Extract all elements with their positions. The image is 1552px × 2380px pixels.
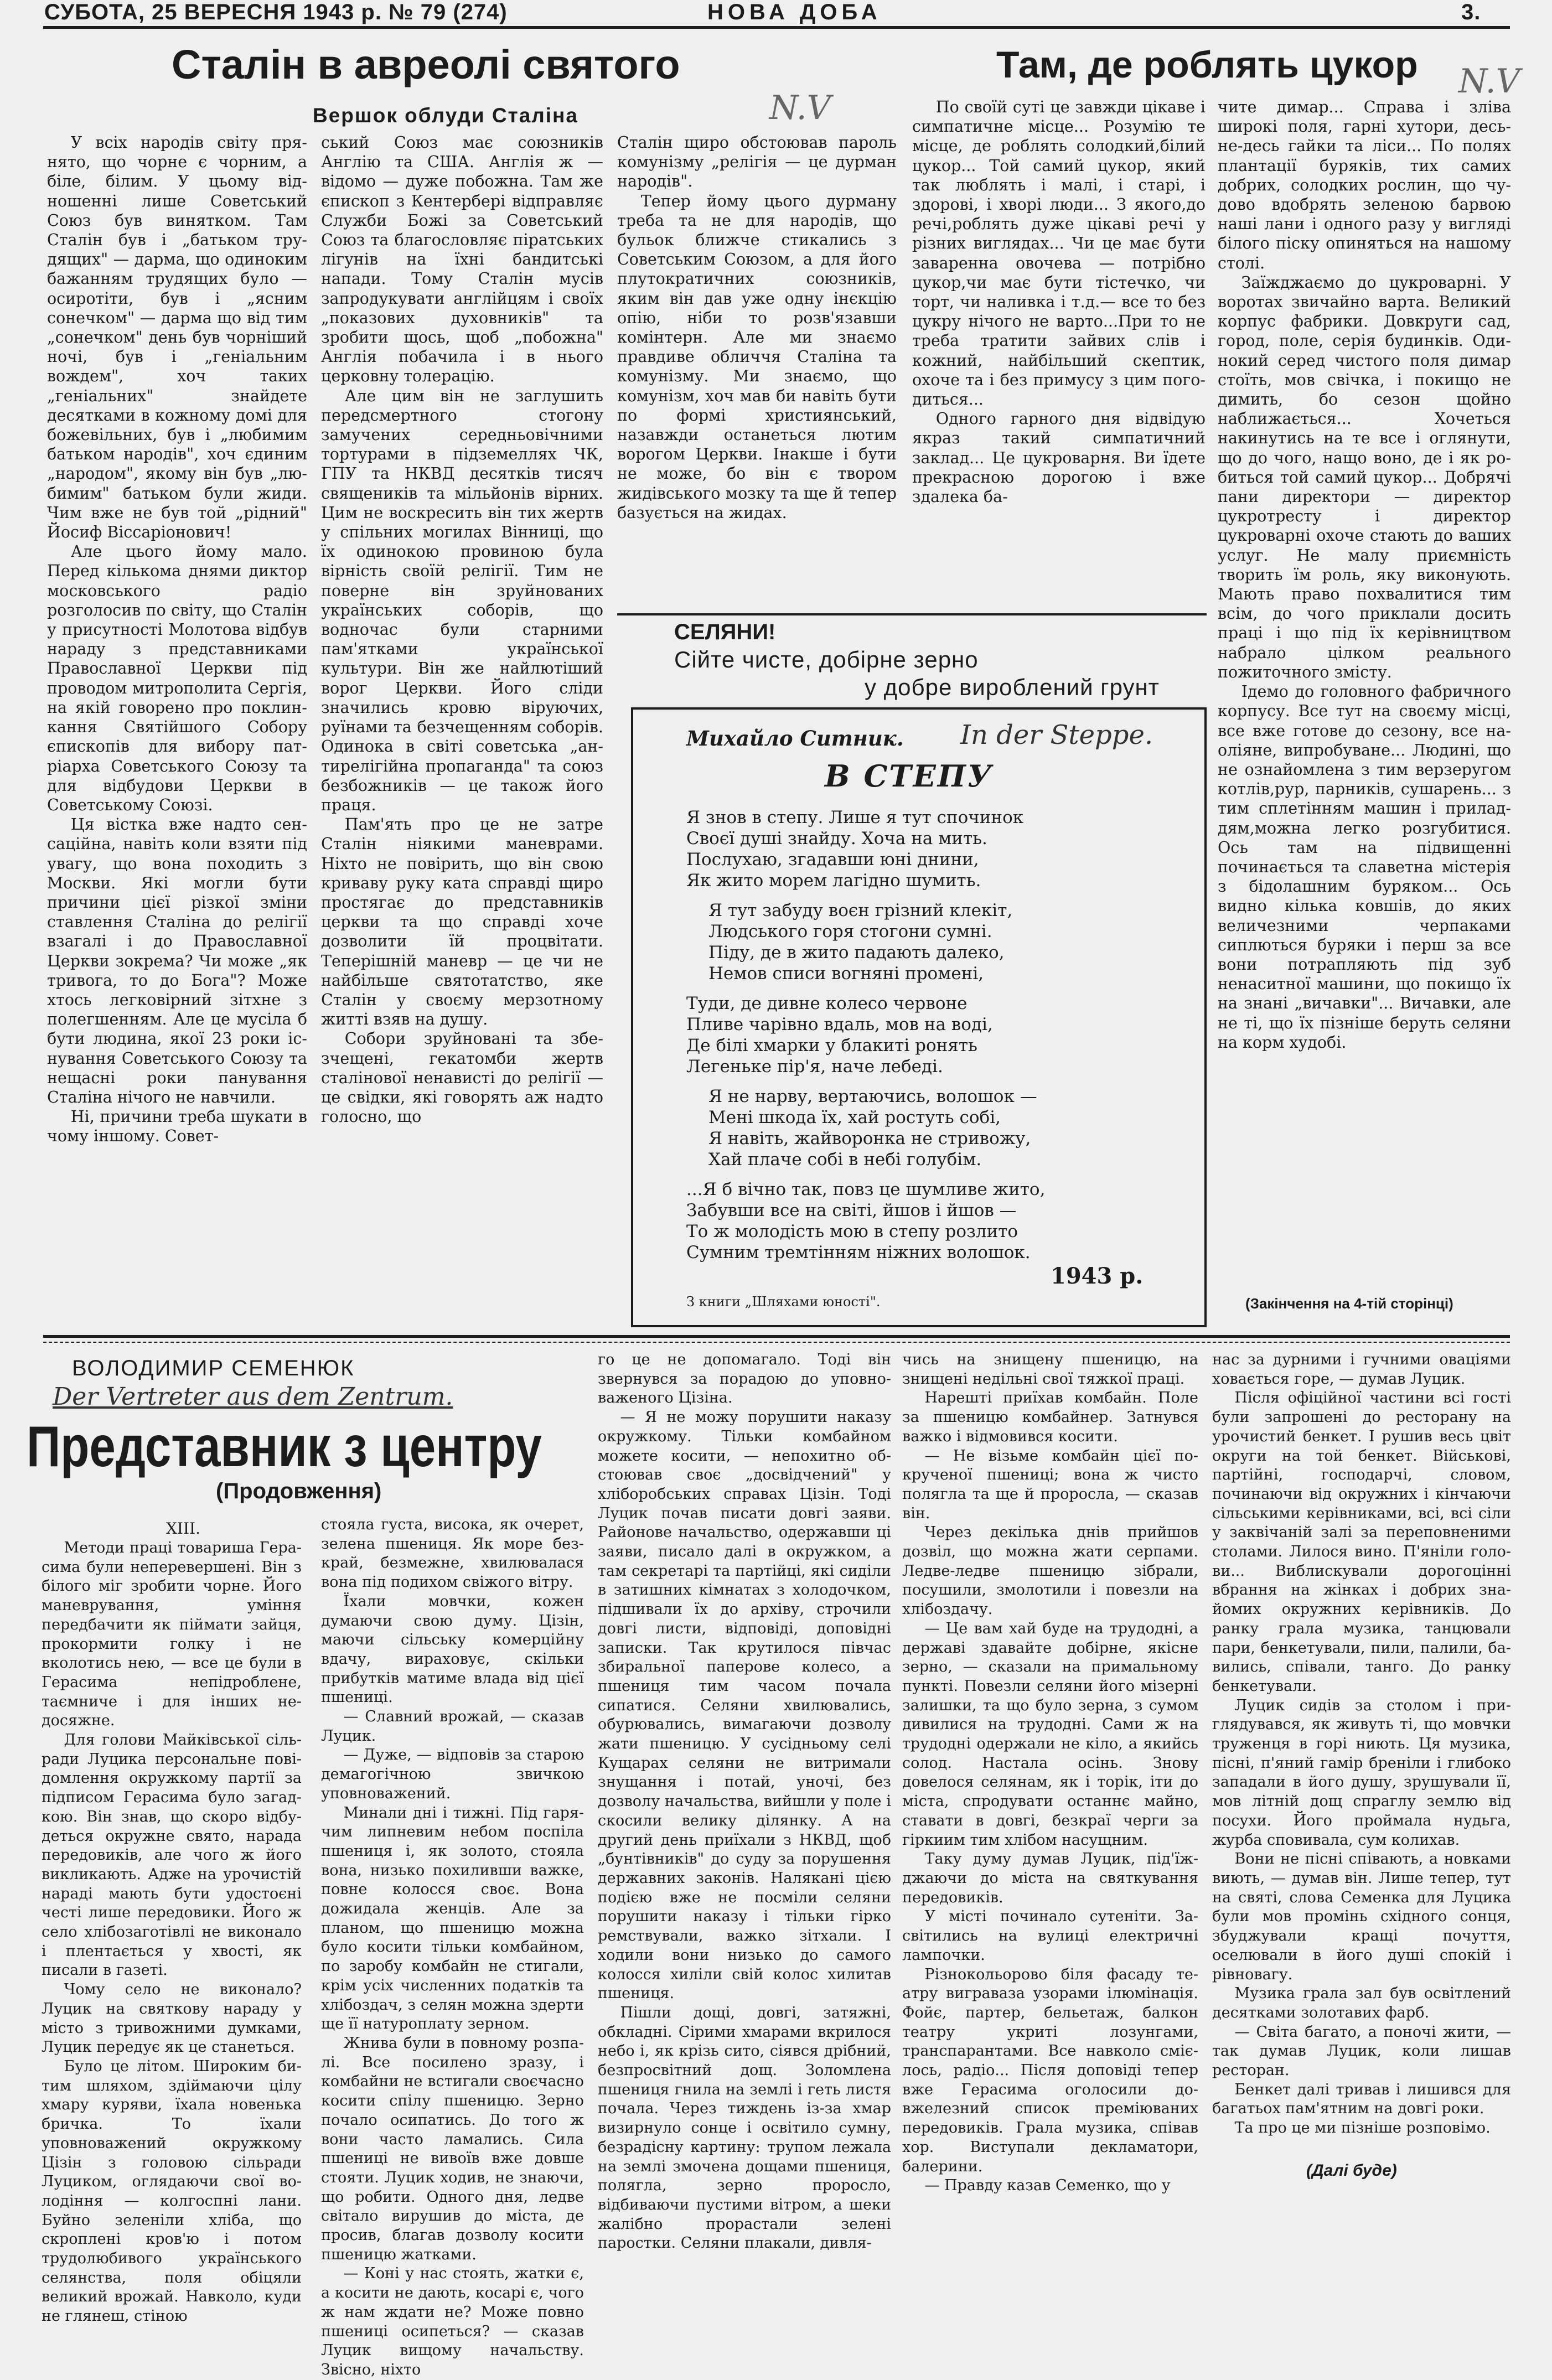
poem-line: Я не нарву, вертаючись, волошок — [708, 1086, 1037, 1106]
poem-stanza [686, 900, 1184, 984]
paragraph: Після офіційної частини всі гості були запрошені до ресторану на урочистий бенкет. І рушив весь цвіт округи на той бенкет. Військові, партійні, господарчі, словом, починаючи від окружних і кінчаючи сільськими керівниками, всі, всі сіли у заквічаній залі за переповненими столами. Лилося вино. П'яніли голови... Виблискували дорогоцінні вбрання на жінках і добрих знайомих окружних керівників. До ранку грала музика, танцювали пари, бенкетували, пили, палили, бавились, співали, танго. До ранку бенкетували. [1212, 1389, 1511, 1695]
sugar-continuation-note: (Закінчення на 4-тій сторінці) [1245, 1295, 1453, 1312]
poem-line: То ж молодість мою в степу розлито [686, 1222, 1018, 1241]
poem-line: Послухаю, згадавши юні днини, [686, 850, 979, 870]
poem-stanza [686, 993, 1184, 1077]
paragraph: — Дуже, — відповів за старою демагогічною звичкою уповноважений. [321, 1746, 584, 1802]
paragraph: Заїжджаємо до цукроварні. У воротах звичайно варта. Великий корпус фабрики. Довкруги сад, город, поле, серія будинків. Одинокий серед чистого поля димар стоїть, мов свічка, і покищо не димить, бо сезон щойно наближається... Хочеться накинутись на те все і оглянути, що до чого, нащо воно, де і як робиться той самий цукор... Добрячі пани директори — директор цукротресту і директор цукроварні охоче стають до ваших услуг. Не малу приємність творить їм роль, яку виконують. Мають право похвалитися тим всім, до чого приклали досить праці і що під їх керівництвом набрало цілком реального пожиточного змісту. [1218, 273, 1511, 681]
paragraph: — Це вам хай буде на трудодні, а державі здавайте добірне, якісне зерно, — сказали на примальному пункті. Повезли селяни його мізерні залишки, та що було зерна, з сумом дивилися на трудодні. Сами ж на трудодні одержали не кіло, а якийсь солод. Настала осінь. Знову довелося селянам, як і торік, іти до міста, спродувати останнє майно, ставати в довгі, безкраї черги за гіркиим тим хлібом насущним. [902, 1620, 1198, 1849]
paragraph: Пам'ять про це не затре Сталін ніякими маневрами. Ніхто не повірить, що він свою криваву руку ката справді щиро простягає до представників церкви та що справді хоче дозволити їй процвітати. Теперішній маневр — це чи не найбільше святотатство, яке Сталін у своєму мерзотному житті взяв на душу. [321, 815, 603, 1029]
poem-handwritten-note: In der Steppe. [960, 720, 1153, 751]
page-number: 3. [1461, 0, 1481, 24]
story-column-1 [42, 1539, 302, 2325]
poem-line: ...Я б вічно так, повз це шумливе жито, [686, 1179, 1046, 1199]
poem-stanza [686, 807, 1184, 891]
paragraph: Та про це ми пізніше розповімо. [1234, 2119, 1491, 2137]
poem-stanza [686, 1179, 1184, 1263]
paragraph: Різнокольорово біля фасаду театру виграваза узорами ілюмінація. Фойє, партер, бельетаж, балкон театру укриті лозунгами, транспарантами. Все навколо смієлось, радіо... Після доповіді тепер вже Герасима оголосили довжелезний список преміюваних передовиків. Грала музика, співав хор. Виступали декламатори, балерини. [902, 1965, 1198, 2175]
paragraph: — Світа багато, а поночі жити, — так думав Луцик, коли лишав ресторан. [1212, 2023, 1511, 2079]
appeal-line-1: Сійте чисте, добірне зерно [674, 646, 979, 672]
poem-line: Людського горя стогони сумні. [708, 922, 992, 941]
story-author: ВОЛОДИМИР СЕМЕНЮК [72, 1356, 355, 1380]
paragraph: Їхали мовчки, кожен думаючи свою думу. Цізін, маючи сільську комерційну вдачу, вираховує, скільки прибутків матиме влада від цієї пшениці. [321, 1592, 584, 1706]
paragraph: Таку думу думав Луцик, під'їжджаючи до міста на святкування передовиків. [902, 1850, 1198, 1906]
stalin-column-1 [47, 133, 307, 1295]
poem-line: Туди, де дивне колесо червоне [686, 994, 968, 1013]
paragraph: Ця вістка вже надто сенсаційна, навіть коли взяти під увагу, що вона походить з Москви. Які могли бути причини цієї різкої зміни ставлення Сталіна до релігії взагалі і до Православної Церкви зокрема? Чи може „як тривога, то до Бога"? Може хтось легковірний зітхне з полегшенням. Але це мусіла б бути людина, якої 23 роки існування Советського Союзу та нещасні роки панування Сталіна нічого не навчили. [47, 815, 307, 1106]
story-column-4 [902, 1351, 1198, 2197]
paragraph: Ідемо до головного фабричного корпусу. Все тут на своєму місці, все вже готове до сезону, все наоліяне, випробуване... Людині, що не ознайомлена з тим верзеругом котлів,рур, парників, сушарень... з тим сплетінням машин і приладдям,можна легко розгубитися. Ось там на підвищенні починається та славетна містерія з бідолашним буряком... Ось видно кілька ковшів, до яких величезними черпаками сиплються буряки і перш за все вони потрапляють під зуб ненаситної машини, що покищо їх на знані „вичавки"... Вичавки, але не ті, що їх пізніше беруть селяни на корм худобі. [1218, 682, 1511, 1052]
story-subtitle: (Продовження) [216, 1479, 382, 1503]
paragraph: го це не допомагало. Тоді він звернувся за порадою до уповноваженого Цізіна. [598, 1351, 891, 1407]
poem-line: Хай плаче собі в небі голубім. [708, 1150, 982, 1170]
appeal-title: СЕЛЯНИ! [674, 620, 776, 644]
poem-stanza [686, 1086, 1184, 1170]
stalin-handwritten-mark: N.V [769, 89, 831, 127]
issue-date: СУБОТА, 25 ВЕРЕСНЯ 1943 р. № 79 (274) [44, 0, 508, 24]
paragraph: нас за дурними і гучними оваціями ховається горе, — думав Луцик. [1212, 1351, 1511, 1388]
poem-year: 1943 р. [1051, 1263, 1144, 1289]
paragraph: У місті починало сутеніти. Засвітились на вулиці електричні лампочки. [902, 1908, 1198, 1964]
poem-line: Мені шкода їх, хай ростуть собі, [708, 1108, 1001, 1127]
paragraph: Одного гарного дня відвідую якраз такий симпатичний заклад... Це цукроварня. Ви їдете прекрасною дорогою і вже здалека ба- [912, 410, 1206, 506]
sugar-article-title: Там, де роблять цукор [996, 44, 1418, 86]
section-divider [43, 1335, 1510, 1343]
paragraph: — Славний врожай, — сказав Луцик. [321, 1708, 584, 1745]
paragraph: — Не візьме комбайн цієї покрученої пшениці; вона ж чисто полягла та ще й проросла, — сказав він. [902, 1447, 1198, 1522]
poem-line: Я навіть, жайворонка не стривожу, [708, 1129, 1031, 1148]
poem-line: Де білі хмарки у блакиті ронять [686, 1036, 977, 1056]
paragraph: Було це літом. Широким битим шляхом, здіймаючи цілу хмару куряви, їхала новенька бричка. То їхали уповноважений окружкому Цізін з головою сільради Луциком, оглядаючи свої володіння — колгоспні лани. Буйно зеленіли хліба, що скроплені кров'ю і потом трудолюбивого українського селянства, поля обіцяли великий врожай. Навколо, куди не глянеш, стіною [42, 2057, 302, 2325]
poem-title: В СТЕПУ [825, 758, 994, 794]
poem-line: Як жито морем лагідно шумить. [686, 871, 981, 891]
paragraph: Тепер йому цього дурману треба та не для народів, що бульок ближче стикались з Советським Союзом, а для його плутократичних союзників, яким він дав уже одну інєкцію опію, ніби то розв'язавши комінтерн. Але ми знаємо правдиве обличчя Сталіна та комунізму. Ми знаємо, що комунізм, хоч мав би навіть бути по формі християнський, назавжди останеться лютим ворогом Церкви. Інакше і бути не може, бо він є твором жидівського мозку та ще й тепер базується на жидах. [617, 192, 897, 522]
paragraph: Але цим він не заглушить передсмертного стогону замучених середньовічними тортурами в підземеллях ЧК, ГПУ та НКВД десятків тисяч священиків та мільйонів вірних. Цим не воскресить він тих жертв у спільних могилах Вінниці, що їх одинокою провиною була вірність своїй релігії. Тим не поверне він зруйнованих українських соборів, що водночас були старними пам'ятками української культури. Він же найлютіший ворог Церкви. Його сліди значились кровю віруючих, руїнами та безчещенням соборів. Одинока в світі советська „антирелігійна пропаганда" та союз безбожників — це також його праця. [321, 386, 603, 814]
paragraph: стояла густа, висока, як очерет, зелена пшениця. Як море безкрай, безмежне, хвилювалася вона під подихом свіжого вітру. [321, 1516, 584, 1591]
poem-line: Своєї душі знайду. Хоча на мить. [686, 829, 987, 848]
story-column-2 [321, 1515, 584, 2378]
poem-line: Я тут забуду воєн грізний клекіт, [708, 901, 1013, 920]
header-rule [43, 26, 1510, 29]
appeal-rule [617, 613, 1207, 615]
paragraph: — Я не можу порушити наказу окружкому. Тільки комбайном можете косити, — непохитно обстоював своє „досвідчений" у хліборобських справах Цізін. Тоді Луцик почав писати довгі заяви. Районове начальство, одержавши ці заяви, писало далі в окружком, а там секретарі та партійці, які сиділи в затишних кімнатах з холодочком, підшивали їх до архіву, строчили довгі листи, відповіді, доповідні записки. Так крутилося півчас збиральної паперове колесо, а пшениця тим часом почала сипатися. Селяни хвилювались, обурювались, вимагаючи дозволу жати пшеницю. У сусідньому селі Кущарах селяни не витримали знущання і потай, уночі, без дозволу начальства, вийшли у поле і скосили велику ділянку. А на другий день приїхали з НКВД, щоб „бунтівників" до суду за порушення державних законів. Налякані цією подією вже не посміли селяни порушити наказу і тільки гірко ремствували, важко зітхали. І ходили вони низько до самого колосся хиліли свій колос хилитав пшениця. [598, 1409, 891, 2003]
paragraph: — Правду казав Семенко, що у [924, 2177, 1171, 2195]
paragraph: Сталін щиро обстоював пароль комунізму „релігія — це дурман народів". [617, 133, 897, 191]
poem-line: Пливе чарівно вдаль, мов на воді, [686, 1015, 993, 1034]
paragraph: Методи праці товариша Герасима були неперевершені. Він з білого міг зробити чорне. Його маневрування, уміння передбачити як піймати зайця, прокормити голку і не вколотись нею, — все це були в Герасима непідроблене, таємниче і для інших недосяжне. [42, 1539, 302, 1730]
story-handwritten-note: Der Vertreter aus dem Zentrum. [53, 1383, 453, 1411]
story-column-3 [598, 1351, 891, 2252]
appeal-line-2: у добре вироблений грунт [865, 674, 1160, 700]
sugar-column-2 [1218, 97, 1511, 1293]
paragraph: Бенкет далі тривав і лишився для багатьох пам'ятним на довгі роки. [1212, 2081, 1511, 2118]
paragraph: Для голови Майківської сільради Луцика персональне повідомлення окружкому партії за підписом Герасима було загадкою. Він знав, що скоро відбудеться окружне свято, нарада передовиків, але чого ж його викликають. Адже на урочистій нараді мають бути удостоєні честі лише передовики. Його ж село хлібозаготівлі не виконало і плентається у хвості, як писали в газеті. [42, 1731, 302, 1979]
paragraph: Пішли дощі, довгі, затяжні, обкладні. Сірими хмарами вкрилося небо і, як крізь сито, сіявся дрібний, безпросвітний дощ. Золомлена пшениця гнила на землі і геть листя почала. Через тиждень із-за хмар визирнуло сонце і освітило сумну, безрадісну картину: трупом лежала на землі змочена дощами пшениця, полягла, зерно проросло, відбиваючи пустими вітром, а шеки жалібно прорастали зелені паростки. Селяни плакали, дивля- [598, 2004, 891, 2252]
story-chapter: XIII. [166, 1519, 201, 1538]
stalin-column-2 [321, 133, 603, 1295]
paragraph: По своїй суті це завжди цікаве і симпатичне місце... Розумію те місце, де роблять солодкий,білий цукор... Той самий цукор, який так люблять і малі, і старі, і здорові, і хворі люди... З якого,до речі,роблять дуже цікаві речі у різних виглядах... Чи це має бути заваренна овочева — потрібно цукор,чи має бути тістечко, чи торт, чи наливка і т.д.— все то без цукру нічого не варто...При то не треба тратити зайвих слів і кожний, найбільший скептик, охоче та і без примусу з цим погодиться... [912, 98, 1206, 409]
paragraph: Луцик сидів за столом і приглядувався, як живуть ті, що мовчки труженця в горі ниють. Ця музика, пісні, п'яний гамір бреніли і глибоко западали в його душу, зрушували її, мов літній дощ спраглу землю від посухи. Його проймала нудьга, журба сповивала, сум колихав. [1212, 1696, 1511, 1849]
stalin-article-subtitle: Вершок облуди Сталіна [313, 104, 578, 127]
poem-line: Піду, де в жито падають далеко, [708, 943, 1005, 963]
paragraph: Через декілька днів прийшов дозвіл, що можна жати серпами. Ледве-ледве пшеницю зібрали, посушили, змолотили і повезли на хлібоздачу. [902, 1524, 1198, 1618]
poem-line: Легеньке пір'я, наче лебеді. [686, 1057, 943, 1077]
paragraph: чись на знищену пшеницю, на знищені недільні свої тяжкої праці. [902, 1351, 1198, 1388]
poem-line: Забувши все на світі, йшов і йшов — [686, 1201, 1017, 1220]
paragraph: ський Союз має союзників Англію та США. Англія ж — відомо — дуже побожна. Там же єпископ з Кентербері відправляє Служби Божі за Советський Союз та благословляє піратських лігунів на їхні бандитські напади. Тому Сталін мусів запродукувати англійцям і своїх „показових духовників" та зробити щось, щоб „побожна" Англія побачила і в нього церковну толерацію. [321, 133, 603, 386]
paragraph: — Коні у нас стоять, жатки є, а косити не дають, косарі є, чого ж нам ждати не? Може повно пшениці осипеться? — сказав Луцик вищому начальству. Звісно, ніхто [321, 2265, 584, 2378]
paragraph: Ні, причини треба шукати в чому іншому. Совет- [47, 1108, 307, 1146]
poem-text [686, 807, 1184, 1272]
story-column-5 [1212, 1351, 1511, 2159]
poem-line: Я знов в степу. Лише я тут спочинок [686, 808, 1024, 827]
stalin-article-title: Сталін в авреолі святого [172, 42, 680, 87]
paragraph: У всіх народів світу прянято, що чорне є чорним, а біле, білим. У цьому відношенні лише Советський Союз був винятком. Там Сталін був і „батьком трудящих" — дарма, що одиноким бажанням трудящих було — осиротіти, був і „ясним сонечком" — дарма що від тим „сонечком" день був чорніший ночі, був і „геніальним вождем", хоч таких „геніальних" знайдете десятками в кожному домі для божевільних, був і „любимим батьком народів", хоч єдиним „народом", якому він був „любимим" батьком були жиди. Чим вже не був той „рідний" Йосиф Віссаріонович! [47, 133, 307, 542]
poem-author: Михайло Ситник. [686, 726, 904, 751]
poem-line: Сумним тремтінням ніжних волошок. [686, 1243, 1031, 1263]
paragraph: Нарешті приїхав комбайн. Поле за пшеницю комбайнер. Затнувся важко і відмовився косити. [902, 1389, 1198, 1445]
poem-source: З книги „Шляхами юності". [686, 1294, 881, 1310]
newspaper-name: НОВА ДОБА [707, 0, 882, 24]
paragraph: чите димар... Справа і зліва широкі поля, гарні хутори, десь-не-десь гайки та ліси... По полях плантації буряків, тих самих добрих, солодких рослин, що чудово вдобрять зеленою барвою наші лани і одного разу у вигляді білого піску опиняться на нашому столі. [1218, 98, 1511, 272]
paragraph: Вони не пісні співають, а новками виють, — думав він. Лише тепер, тут на святі, слова Семенка для Луцика були мов промінь східного сонця, збуджували кращі почуття, оселювали в його душі спокій і рівновагу. [1212, 1850, 1511, 1983]
stalin-column-3 [617, 133, 897, 614]
paragraph: Музика грала зал був освітлений десятками золотавих фарб. [1212, 1985, 1511, 2021]
paragraph: Собори зруйновані та збезчещені, гекатомби жертв сталінової ненависті до релігії — це свідки, які говорять аж надто голосно, що [321, 1029, 603, 1126]
sugar-handwritten-mark: N.V [1458, 62, 1520, 101]
paragraph: Але цього йому мало. Перед кількома днями диктор московського радіо розголосив по світу, що Сталін у присутності Молотова відбув нараду з представниками Православної Церкви під проводом митрополита Сергія, на якій говорено про поклинкання Святійшого Собору єпископів для вибору патріарха Советського Союзу та для відбудови Церкви в Советському Союзі. [47, 542, 307, 814]
poem-line: Немов списи вогняні промені, [708, 964, 984, 984]
story-title: Представник з центру [27, 1415, 542, 1479]
sugar-column-1 [912, 97, 1206, 609]
paragraph: Жнива були в повному розпалі. Все посилено зразу, і комбайни не встигали своєчасно косити спілу пшеницю. Зерно почало осипатись. До того ж вони часто ламались. Сила пшениці не вивоїв вже довше стояти. Луцик ходив, не знаючи, що робити. Одного дня, ледве світало вирушив до міста, де просив, благав дозволу косити пшеницю жатками. [321, 2034, 584, 2263]
paragraph: Минали дні і тижні. Під гарячим липневим небом поспіла пшениця і, як золото, стояла вона, низько похиливши важке, повне колосся своє. Вона дожидала женців. Але за планом, що пшеницю можна було косити тільки комбайном, по заробу комбайн не стигали, крім усіх численних податків та хлібоздач, з селян можна здерти ще її натуроплату зерном. [321, 1804, 584, 2033]
paragraph: Чому село не виконало? Луцик на святкову нараду у місто з тривожними думками, Луцик передує як це станеться. [42, 1981, 302, 2056]
story-to-be-continued: (Далі буде) [1306, 2161, 1397, 2180]
